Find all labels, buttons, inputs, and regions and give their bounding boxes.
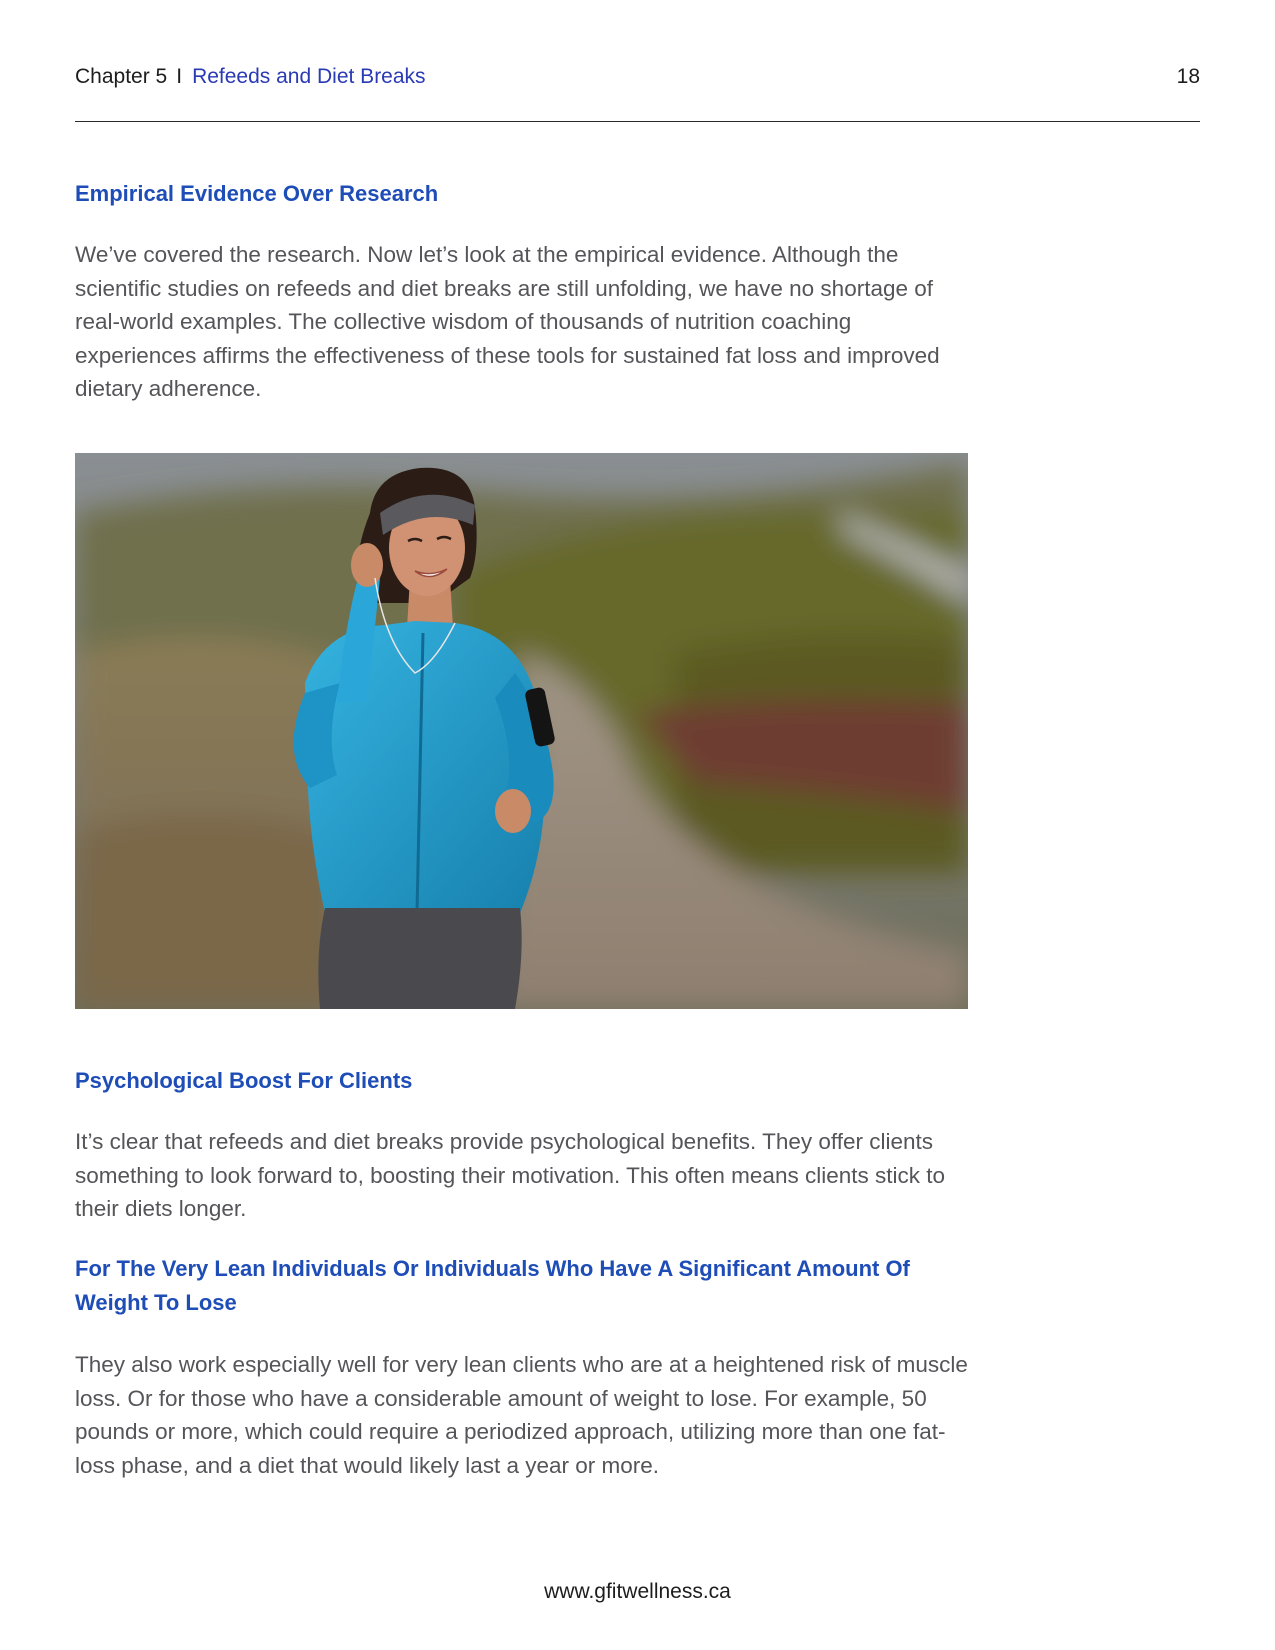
- header-left: [75, 65, 426, 89]
- page-header: [75, 62, 1200, 92]
- footer-url[interactable]: www.gfitwellness.ca: [544, 1580, 731, 1603]
- header-separator: I: [176, 65, 183, 88]
- runner-photo: [75, 453, 968, 1009]
- chapter-label: Chapter 5: [75, 65, 168, 88]
- section-heading-lean-individuals: For The Very Lean Individuals Or Individuals Who Have A Significant Amount Of Weight To Lose: [75, 1256, 910, 1315]
- page-number: 18: [1176, 65, 1200, 88]
- section-body-empirical-evidence: We’ve covered the research. Now let’s look at the empirical evidence. Although the scientific studies on refeeds and diet breaks are still unfolding, we have no shortage of real-world examples. The collective wisdom of thousands of nutrition coaching experiences affirms the effectiveness of these tools for sustained fat loss and improved dietary adherence.: [75, 242, 940, 401]
- section-body-psychological-boost: It’s clear that refeeds and diet breaks provide psychological benefits. They offer clients something to look forward to, boosting their motivation. This often means clients stick to their diets longer.: [75, 1129, 946, 1221]
- section-heading-empirical-evidence: Empirical Evidence Over Research: [75, 181, 439, 206]
- chapter-title: Refeeds and Diet Breaks: [192, 65, 426, 88]
- section-body-lean-individuals: They also work especially well for very lean clients who are at a heightened risk of muscle loss. Or for those who have a considerable amount of weight to lose. For example, 50 pounds or more, which could require a periodized approach, utilizing more than one fat-loss phase, and a diet that would likely last a year or more.: [75, 1352, 968, 1478]
- section-heading-psychological-boost: Psychological Boost For Clients: [75, 1068, 413, 1093]
- header-divider: [75, 121, 1200, 122]
